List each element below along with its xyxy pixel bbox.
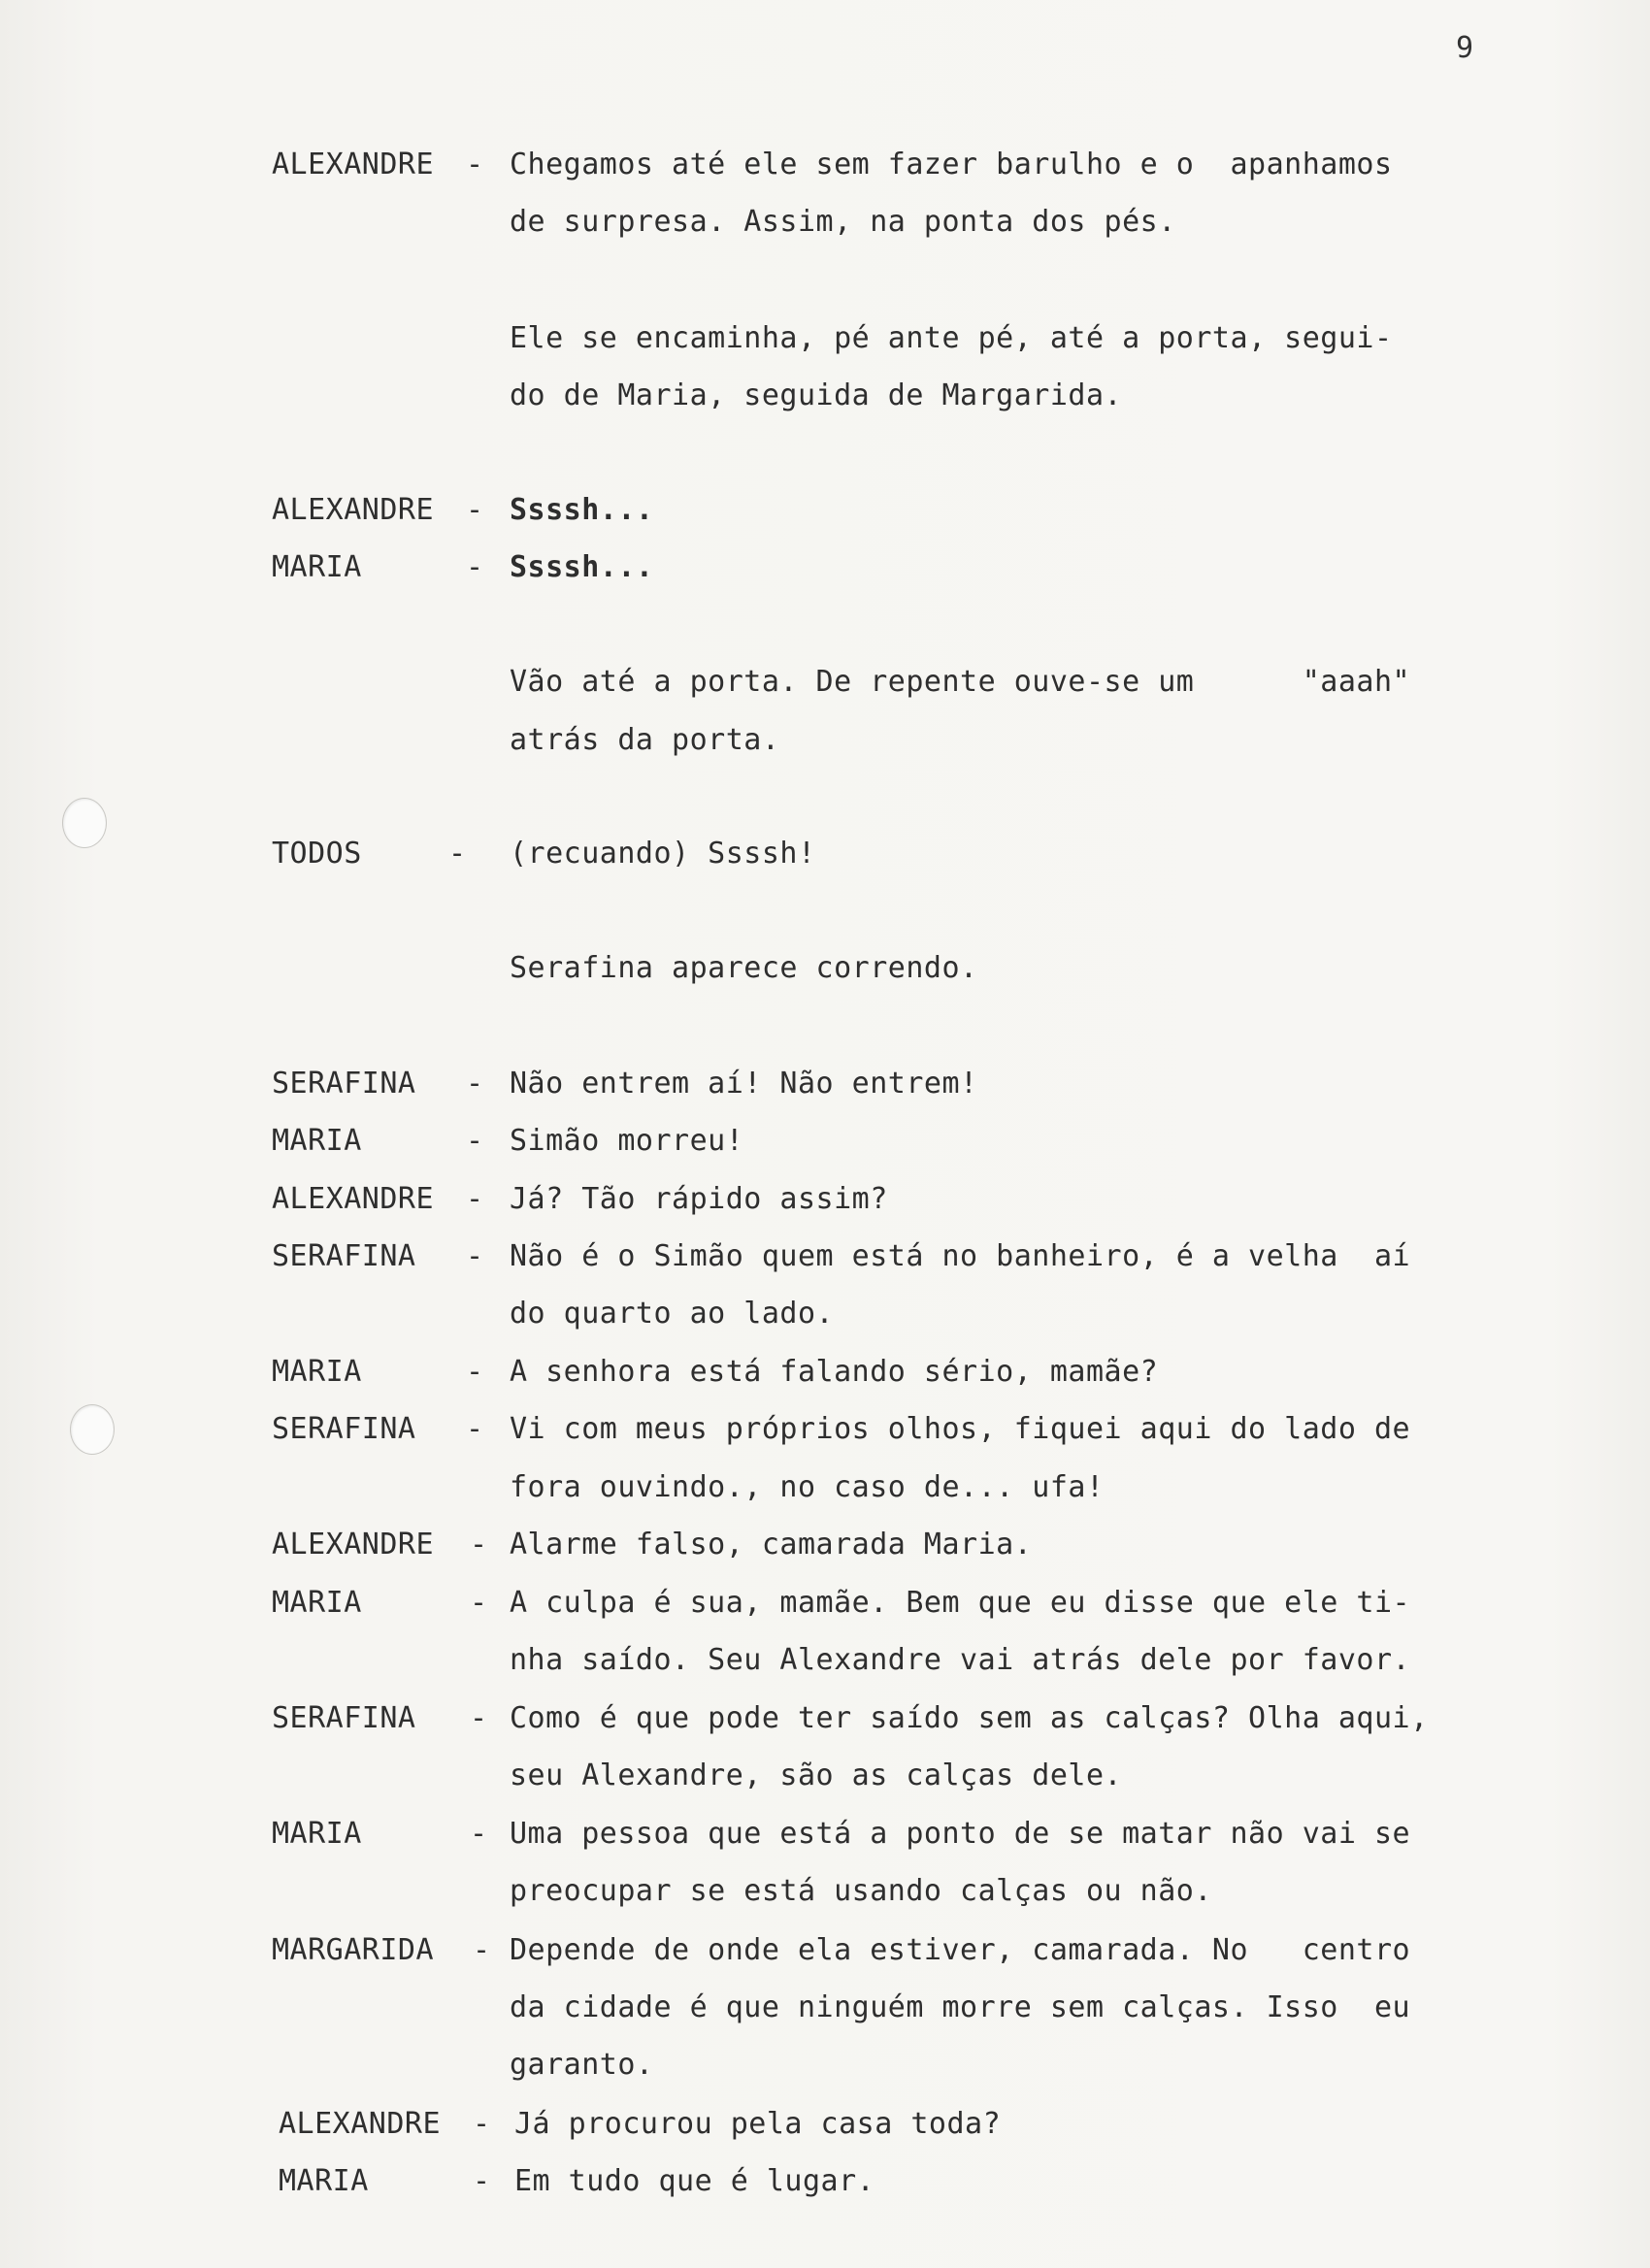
dialogue-line: Depende de onde ela estiver, camarada. No centro	[510, 1933, 1411, 1967]
dialogue-dash: -	[466, 1239, 484, 1273]
speaker-name: MARIA	[272, 550, 362, 584]
stage-direction: Serafina aparece correndo.	[510, 951, 978, 985]
dialogue-dash: -	[473, 2164, 491, 2198]
dialogue-dash: -	[473, 1933, 491, 1967]
speaker-name: ALEXANDRE	[272, 1182, 435, 1216]
speaker-name: ALEXANDRE	[272, 148, 435, 181]
speaker-name: TODOS	[272, 837, 362, 871]
dialogue-line: Não entrem aí! Não entrem!	[510, 1067, 978, 1101]
page-number: 9	[1456, 31, 1474, 65]
dialogue-dash: -	[470, 1701, 488, 1735]
dialogue-dash: -	[473, 2107, 491, 2141]
dialogue-line: Vi com meus próprios olhos, fiquei aqui do lado de	[510, 1412, 1411, 1446]
dialogue-dash: -	[466, 1067, 484, 1101]
speaker-name: SERAFINA	[272, 1067, 416, 1101]
dialogue-line: Ssssh...	[510, 493, 654, 527]
speaker-name: MARIA	[272, 1355, 362, 1389]
speaker-name: MARIA	[272, 1586, 362, 1620]
dialogue-line: Chegamos até ele sem fazer barulho e o apanhamos	[510, 148, 1393, 181]
speaker-name: ALEXANDRE	[272, 1528, 435, 1561]
dialogue-dash: -	[466, 1355, 484, 1389]
speaker-name: SERAFINA	[272, 1412, 416, 1446]
stage-direction: Ele se encaminha, pé ante pé, até a porta, segui-	[510, 321, 1393, 355]
dialogue-line: garanto.	[510, 2048, 654, 2082]
stage-direction: atrás da porta.	[510, 723, 780, 757]
speaker-name: SERAFINA	[272, 1239, 416, 1273]
stage-direction: do de Maria, seguida de Margarida.	[510, 378, 1123, 412]
dialogue-dash: -	[466, 1412, 484, 1446]
dialogue-line: Já procurou pela casa toda?	[514, 2107, 1002, 2141]
punch-hole-icon	[62, 798, 107, 848]
dialogue-line: Uma pessoa que está a ponto de se matar não vai se	[510, 1817, 1411, 1851]
dialogue-line: nha saído. Seu Alexandre vai atrás dele por favor.	[510, 1643, 1411, 1677]
dialogue-line: A culpa é sua, mamãe. Bem que eu disse que ele ti-	[510, 1586, 1411, 1620]
speaker-name: MARGARIDA	[272, 1933, 435, 1967]
speaker-name: MARIA	[272, 1817, 362, 1851]
speaker-name: ALEXANDRE	[279, 2107, 442, 2141]
dialogue-line: fora ouvindo., no caso de... ufa!	[510, 1470, 1105, 1504]
dialogue-line: A senhora está falando sério, mamãe?	[510, 1355, 1159, 1389]
stage-direction: Vão até a porta. De repente ouve-se um "aaah"	[510, 665, 1411, 699]
dialogue-line: da cidade é que ninguém morre sem calças. Isso eu	[510, 1990, 1411, 2024]
dialogue-dash: -	[466, 148, 484, 181]
dialogue-line: (recuando) Ssssh!	[510, 837, 816, 871]
dialogue-line: Alarme falso, camarada Maria.	[510, 1528, 1033, 1561]
dialogue-line: preocupar se está usando calças ou não.	[510, 1874, 1212, 1908]
speaker-name: ALEXANDRE	[272, 493, 435, 527]
dialogue-line: Em tudo que é lugar.	[514, 2164, 875, 2198]
dialogue-dash: -	[448, 837, 467, 871]
dialogue-line: seu Alexandre, são as calças dele.	[510, 1759, 1123, 1792]
speaker-name: MARIA	[279, 2164, 369, 2198]
dialogue-dash: -	[470, 1528, 488, 1561]
dialogue-dash: -	[466, 550, 484, 584]
punch-hole-icon	[70, 1404, 115, 1455]
dialogue-line: Já? Tão rápido assim?	[510, 1182, 888, 1216]
dialogue-dash: -	[466, 493, 484, 527]
dialogue-line: Não é o Simão quem está no banheiro, é a velha aí	[510, 1239, 1411, 1273]
dialogue-dash: -	[466, 1182, 484, 1216]
dialogue-line: Como é que pode ter saído sem as calças? Olha aqui,	[510, 1701, 1429, 1735]
dialogue-line: Simão morreu!	[510, 1124, 744, 1158]
dialogue-line: do quarto ao lado.	[510, 1297, 835, 1331]
dialogue-line: de surpresa. Assim, na ponta dos pés.	[510, 205, 1176, 239]
dialogue-dash: -	[470, 1586, 488, 1620]
speaker-name: SERAFINA	[272, 1701, 416, 1735]
speaker-name: MARIA	[272, 1124, 362, 1158]
dialogue-dash: -	[470, 1817, 488, 1851]
dialogue-dash: -	[466, 1124, 484, 1158]
dialogue-line: Ssssh...	[510, 550, 654, 584]
